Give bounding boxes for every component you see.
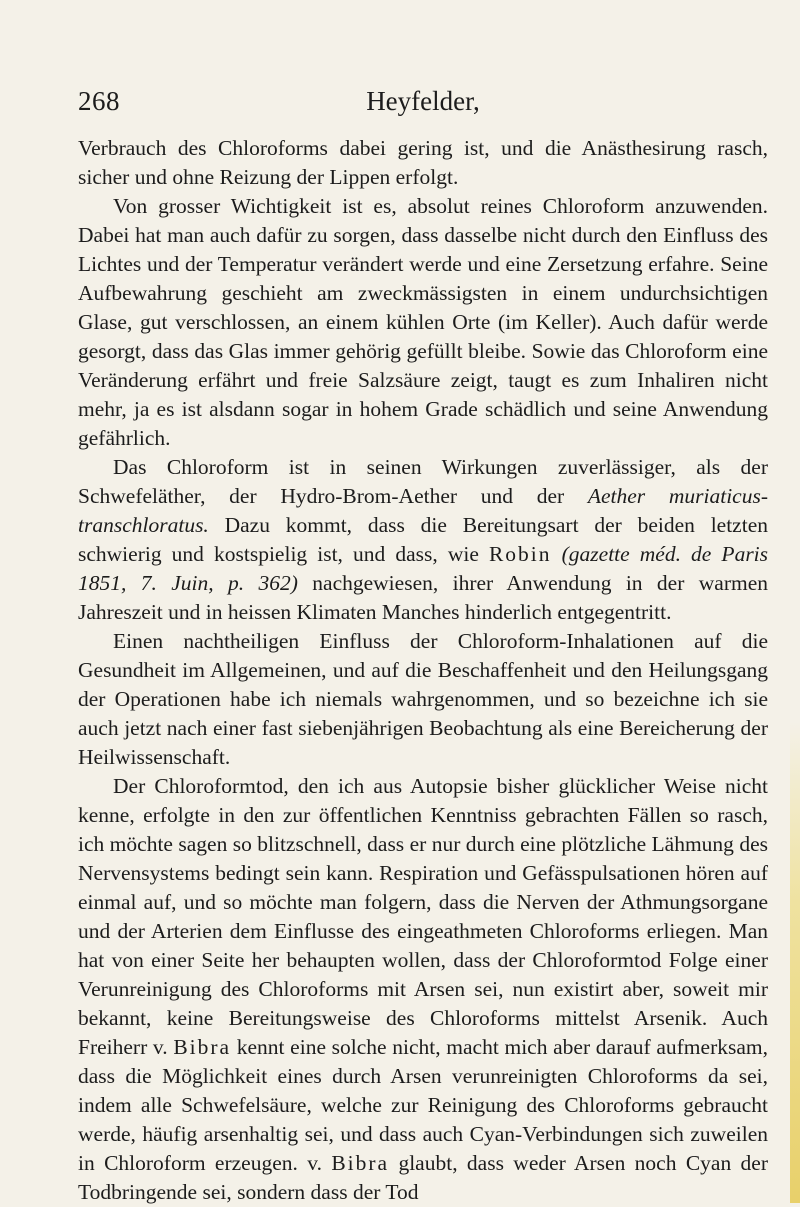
body-text: [78, 134, 768, 1207]
author-name-bibra-2: Bibra: [331, 1151, 390, 1175]
paragraph-5-text-e: glaubt, dass weder Arsen noch Cyan der Todbringende sei, sondern dass der Tod: [78, 1151, 768, 1204]
page-number: 268: [78, 86, 120, 116]
paragraph-1: Verbrauch des Chloroforms dabei gering ist, und die Anästhesirung rasch, sicher und ohne Reizung der Lippen erfolgt.: [78, 136, 768, 189]
paragraph-3-text-g: nachgewiesen, ihrer Anwendung in der warmen Jahreszeit und in heissen Klimaten Manches hinderlich entgegentritt.: [78, 571, 768, 624]
page-header: [78, 86, 768, 122]
paragraph-5-text-c: kennt eine solche nicht, macht mich aber darauf aufmerksam, dass die Möglichkeit eines durch Arsen verunreinigten Chloroforms da sei, indem alle Schwefelsäure, welche zur Reinigung des Chloroforms gebraucht werde, häufig arsenhaltig sei, und dass auch Cyan-Verbindungen sich zuweilen in Chloroform erzeugen. v.: [78, 1035, 768, 1175]
paragraph-3: [78, 453, 768, 627]
author-name-robin: Robin: [488, 542, 552, 566]
paragraph-2: Von grosser Wichtigkeit ist es, absolut reines Chloroform anzuwenden. Dabei hat man auch dafür zu sorgen, dass dasselbe nicht durch den Einfluss des Lichtes und der Temperatur verändert werde und eine Zersetzung erfahre. Seine Aufbewahrung geschieht am zweckmässigsten in einem undurchsichtigen Glase, gut verschlossen, an einem kühlen Orte (im Keller). Auch dafür werde gesorgt, dass das Glas immer gehörig gefüllt bleibe. Sowie das Chloroform eine Veränderung erfährt und freie Salzsäure zeigt, taugt es zum Inhaliren nicht mehr, ja es ist alsdann sogar in hohem Grade schädlich und seine Anwendung gefährlich.: [78, 194, 768, 450]
paragraph-5-text-a: Der Chloroformtod, den ich aus Autopsie bisher glücklicher Weise nicht kenne, erfolgte in den zur öffentlichen Kenntniss gebrachten Fällen so rasch, ich möchte sagen so blitzschnell, dass er nur durch eine plötzliche Lähmung des Nervensystems bedingt sein kann. Respiration und Gefässpulsationen hören auf einmal auf, und so möchte man folgern, dass die Nerven der Athmungsorgane und der Arterien dem Einflusse des eingeathmeten Chloroforms erliegen. Man hat von einer Seite her behaupten wollen, dass der Chloroformtod Folge einer Verunreinigung des Chloroforms mit Arsen sei, nun existirt aber, soweit mir bekannt, keine Bereitungsweise des Chloroforms mittelst Arsenik. Auch Freiherr v.: [78, 774, 768, 1059]
running-title: Heyfelder,: [366, 86, 480, 116]
paragraph-3-text-c: Dazu kommt, dass die Bereitungsart der beiden letzten schwierig und kostspielig ist, und dass, wie: [78, 513, 768, 566]
author-name-bibra-1: Bibra: [173, 1035, 232, 1059]
paragraph-3-text-a: Das Chloroform ist in seinen Wirkungen zuverlässiger, als der Schwefeläther, der Hydro-Brom-Aether und der: [78, 455, 768, 508]
page-edge-stain: [790, 0, 800, 1203]
paragraph-3-italic-term: Aether muriaticus-transchloratus.: [78, 484, 768, 537]
citation-gazette: (gazette méd. de Paris 1851, 7. Juin, p. 362): [78, 542, 769, 595]
paragraph-3-text-e: [552, 542, 562, 566]
paragraph-5: [78, 772, 768, 1207]
paragraph-4: Einen nachtheiligen Einfluss der Chloroform-Inhalationen auf die Gesundheit im Allgemeinen, und auf die Beschaffenheit und den Heilungsgang der Operationen habe ich niemals wahrgenommen, und so bezeichne ich sie auch jetzt nach einer fast siebenjährigen Beobachtung als eine Bereicherung der Heilwissenschaft.: [78, 629, 768, 769]
